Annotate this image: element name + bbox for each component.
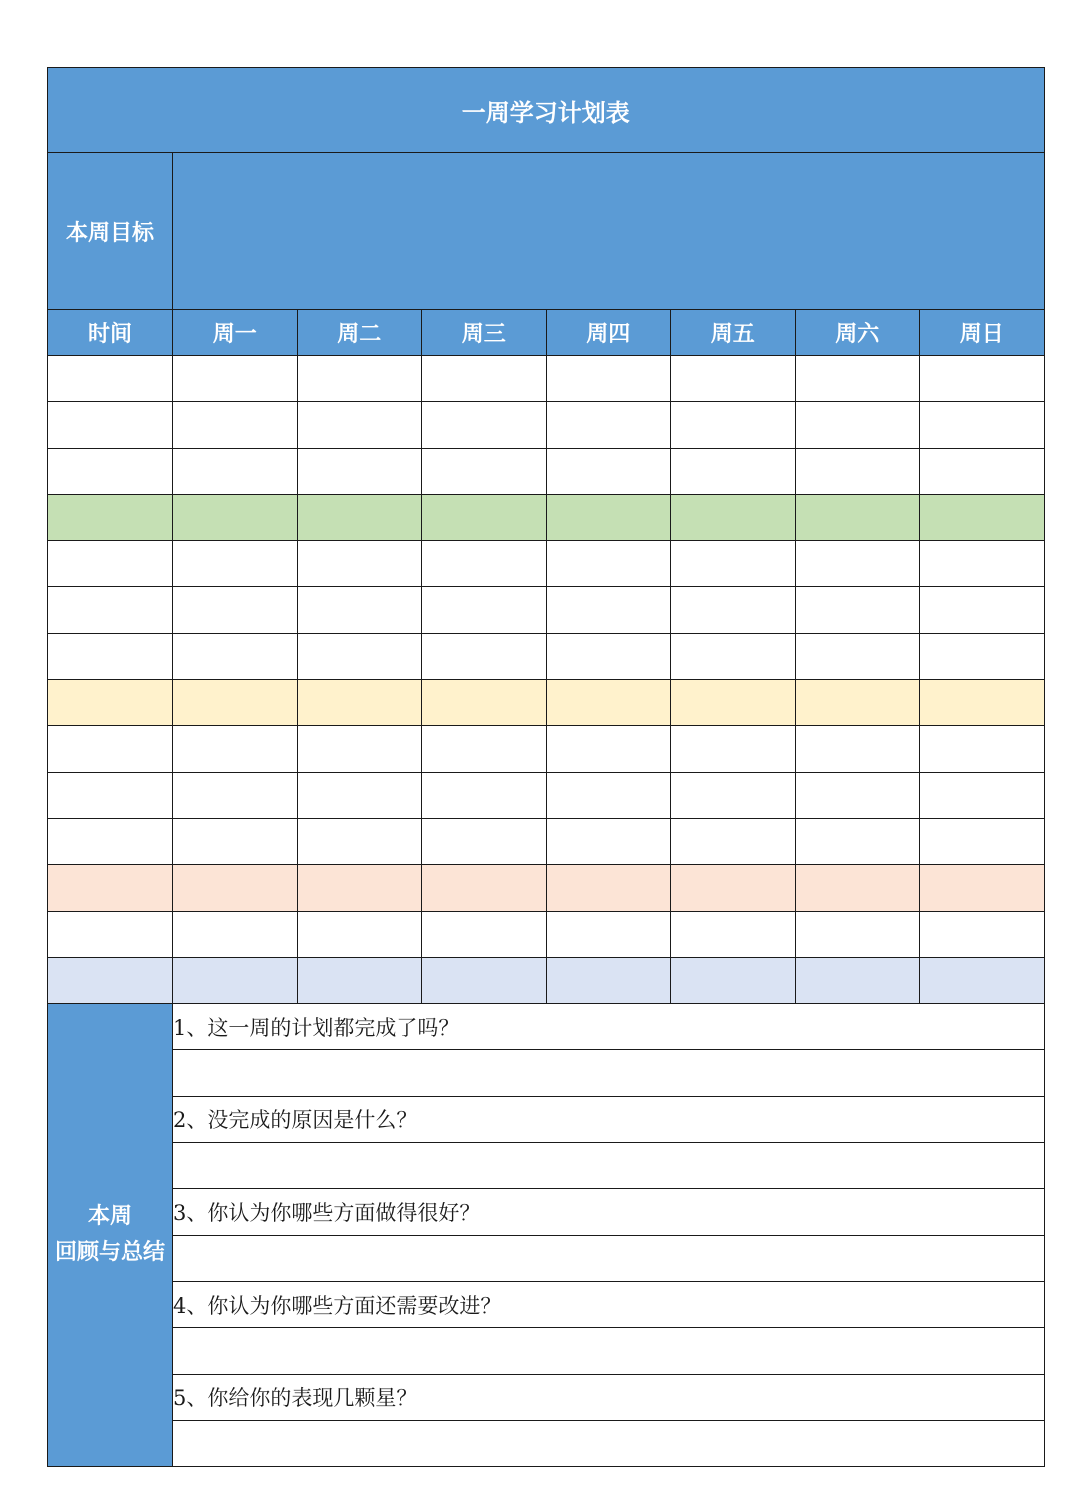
plan-cell[interactable] (173, 448, 298, 494)
plan-cell[interactable] (671, 587, 796, 633)
plan-cell[interactable] (297, 818, 422, 864)
title-row (48, 68, 1045, 153)
plan-cell[interactable] (297, 772, 422, 818)
plan-cell[interactable] (297, 865, 422, 911)
plan-cell[interactable] (671, 494, 796, 540)
review-question-3: 3、你认为你哪些方面做得很好？ (173, 1189, 1045, 1235)
plan-cell[interactable] (920, 865, 1045, 911)
plan-cell[interactable] (795, 356, 920, 402)
plan-cell[interactable] (422, 726, 547, 772)
review-question-row (48, 1374, 1045, 1420)
plan-cell[interactable] (173, 772, 298, 818)
plan-cell[interactable] (546, 402, 671, 448)
plan-cell[interactable] (671, 957, 796, 1003)
plan-cell[interactable] (671, 865, 796, 911)
plan-cell[interactable] (795, 633, 920, 679)
plan-cell[interactable] (795, 402, 920, 448)
plan-cell[interactable] (173, 402, 298, 448)
header-tuesday: 周二 (297, 310, 422, 356)
review-question-row (48, 1189, 1045, 1235)
plan-cell[interactable] (297, 587, 422, 633)
goal-label: 本周目标 (48, 153, 173, 310)
review-answer-3[interactable] (173, 1235, 1045, 1281)
goal-row (48, 153, 1045, 310)
goal-input-cell[interactable] (173, 153, 1045, 310)
plan-cell[interactable] (546, 356, 671, 402)
plan-cell[interactable] (671, 633, 796, 679)
time-cell[interactable] (48, 911, 173, 957)
plan-cell[interactable] (671, 448, 796, 494)
plan-cell[interactable] (173, 911, 298, 957)
plan-cell[interactable] (173, 356, 298, 402)
review-answer-row (48, 1420, 1045, 1466)
plan-cell[interactable] (422, 448, 547, 494)
plan-cell[interactable] (546, 726, 671, 772)
schedule-row-lilac (48, 957, 1045, 1003)
plan-cell[interactable] (920, 356, 1045, 402)
plan-cell[interactable] (297, 726, 422, 772)
plan-cell[interactable] (795, 911, 920, 957)
header-saturday: 周六 (795, 310, 920, 356)
plan-cell[interactable] (795, 587, 920, 633)
time-cell[interactable] (48, 726, 173, 772)
plan-cell[interactable] (671, 726, 796, 772)
plan-cell[interactable] (671, 402, 796, 448)
plan-cell[interactable] (795, 541, 920, 587)
plan-cell[interactable] (297, 680, 422, 726)
plan-cell[interactable] (173, 680, 298, 726)
time-cell[interactable] (48, 587, 173, 633)
plan-cell[interactable] (422, 587, 547, 633)
plan-cell[interactable] (795, 772, 920, 818)
review-question-2: 2、没完成的原因是什么？ (173, 1096, 1045, 1142)
plan-cell[interactable] (546, 865, 671, 911)
schedule-row-green (48, 494, 1045, 540)
schedule-row-yellow (48, 680, 1045, 726)
plan-cell[interactable] (422, 772, 547, 818)
plan-cell[interactable] (422, 957, 547, 1003)
plan-cell[interactable] (173, 541, 298, 587)
plan-cell[interactable] (422, 818, 547, 864)
plan-cell[interactable] (546, 448, 671, 494)
plan-cell[interactable] (546, 772, 671, 818)
plan-cell[interactable] (173, 726, 298, 772)
review-answer-row (48, 1328, 1045, 1374)
schedule-row (48, 448, 1045, 494)
plan-cell[interactable] (795, 680, 920, 726)
plan-cell[interactable] (173, 587, 298, 633)
review-answer-5[interactable] (173, 1420, 1045, 1466)
review-answer-2[interactable] (173, 1143, 1045, 1189)
time-cell[interactable] (48, 957, 173, 1003)
time-cell[interactable] (48, 402, 173, 448)
plan-cell[interactable] (297, 911, 422, 957)
plan-cell[interactable] (920, 494, 1045, 540)
review-question-4: 4、你认为你哪些方面还需要改进？ (173, 1281, 1045, 1327)
plan-cell[interactable] (297, 448, 422, 494)
plan-cell[interactable] (297, 494, 422, 540)
header-wednesday: 周三 (422, 310, 547, 356)
review-answer-row (48, 1050, 1045, 1096)
review-question-row (48, 1004, 1045, 1050)
weekly-study-plan-table (47, 67, 1045, 1467)
time-cell[interactable] (48, 356, 173, 402)
review-question-5: 5、你给你的表现几颗星？ (173, 1374, 1045, 1420)
schedule-row (48, 402, 1045, 448)
plan-cell[interactable] (920, 448, 1045, 494)
plan-cell[interactable] (422, 865, 547, 911)
time-cell[interactable] (48, 633, 173, 679)
plan-cell[interactable] (920, 633, 1045, 679)
review-question-row (48, 1096, 1045, 1142)
plan-cell[interactable] (546, 680, 671, 726)
plan-cell[interactable] (173, 818, 298, 864)
time-cell[interactable] (48, 448, 173, 494)
plan-cell[interactable] (920, 541, 1045, 587)
plan-cell[interactable] (422, 356, 547, 402)
plan-cell[interactable] (422, 402, 547, 448)
plan-cell[interactable] (671, 541, 796, 587)
plan-cell[interactable] (920, 402, 1045, 448)
plan-cell[interactable] (297, 633, 422, 679)
time-cell[interactable] (48, 494, 173, 540)
schedule-row-peach (48, 865, 1045, 911)
plan-cell[interactable] (546, 541, 671, 587)
schedule-row (48, 772, 1045, 818)
review-answer-row (48, 1143, 1045, 1189)
plan-cell[interactable] (671, 772, 796, 818)
schedule-row (48, 587, 1045, 633)
schedule-row (48, 633, 1045, 679)
review-question-row (48, 1281, 1045, 1327)
review-question-1: 1、这一周的计划都完成了吗？ (173, 1004, 1045, 1050)
plan-cell[interactable] (671, 911, 796, 957)
header-monday: 周一 (173, 310, 298, 356)
plan-cell[interactable] (173, 865, 298, 911)
schedule-row (48, 356, 1045, 402)
plan-cell[interactable] (671, 680, 796, 726)
plan-cell[interactable] (297, 356, 422, 402)
plan-cell[interactable] (546, 633, 671, 679)
schedule-row (48, 911, 1045, 957)
day-header-row (48, 310, 1045, 356)
plan-cell[interactable] (795, 448, 920, 494)
plan-cell[interactable] (795, 726, 920, 772)
review-answer-row (48, 1235, 1045, 1281)
header-thursday: 周四 (546, 310, 671, 356)
plan-cell[interactable] (297, 541, 422, 587)
schedule-row (48, 726, 1045, 772)
plan-cell[interactable] (546, 957, 671, 1003)
plan-cell[interactable] (920, 772, 1045, 818)
plan-cell[interactable] (671, 818, 796, 864)
plan-cell[interactable] (920, 957, 1045, 1003)
plan-cell[interactable] (422, 911, 547, 957)
plan-cell[interactable] (920, 911, 1045, 957)
schedule-row (48, 818, 1045, 864)
plan-cell[interactable] (297, 957, 422, 1003)
plan-cell[interactable] (297, 402, 422, 448)
time-cell[interactable] (48, 818, 173, 864)
plan-cell[interactable] (546, 818, 671, 864)
plan-cell[interactable] (422, 680, 547, 726)
review-answer-4[interactable] (173, 1328, 1045, 1374)
plan-cell[interactable] (795, 494, 920, 540)
plan-cell[interactable] (173, 633, 298, 679)
header-time: 时间 (48, 310, 173, 356)
time-cell[interactable] (48, 772, 173, 818)
plan-cell[interactable] (795, 957, 920, 1003)
plan-cell[interactable] (546, 911, 671, 957)
header-sunday: 周日 (920, 310, 1045, 356)
plan-cell[interactable] (920, 680, 1045, 726)
plan-cell[interactable] (920, 587, 1045, 633)
plan-cell[interactable] (422, 541, 547, 587)
plan-cell[interactable] (422, 633, 547, 679)
schedule-row (48, 541, 1045, 587)
review-label-line2: 回顾与总结 (54, 1240, 165, 1266)
review-answer-1[interactable] (173, 1050, 1045, 1096)
time-cell[interactable] (48, 680, 173, 726)
time-cell[interactable] (48, 865, 173, 911)
header-friday: 周五 (671, 310, 796, 356)
review-label-line1: 本周 (87, 1204, 132, 1230)
plan-cell[interactable] (422, 494, 547, 540)
plan-cell[interactable] (173, 494, 298, 540)
plan-cell[interactable] (173, 957, 298, 1003)
plan-cell[interactable] (546, 587, 671, 633)
table-title: 一周学习计划表 (48, 68, 1045, 153)
plan-cell[interactable] (920, 818, 1045, 864)
plan-cell[interactable] (920, 726, 1045, 772)
plan-cell[interactable] (546, 494, 671, 540)
plan-cell[interactable] (795, 865, 920, 911)
plan-cell[interactable] (671, 356, 796, 402)
time-cell[interactable] (48, 541, 173, 587)
plan-cell[interactable] (795, 818, 920, 864)
review-summary-label (48, 1004, 173, 1467)
